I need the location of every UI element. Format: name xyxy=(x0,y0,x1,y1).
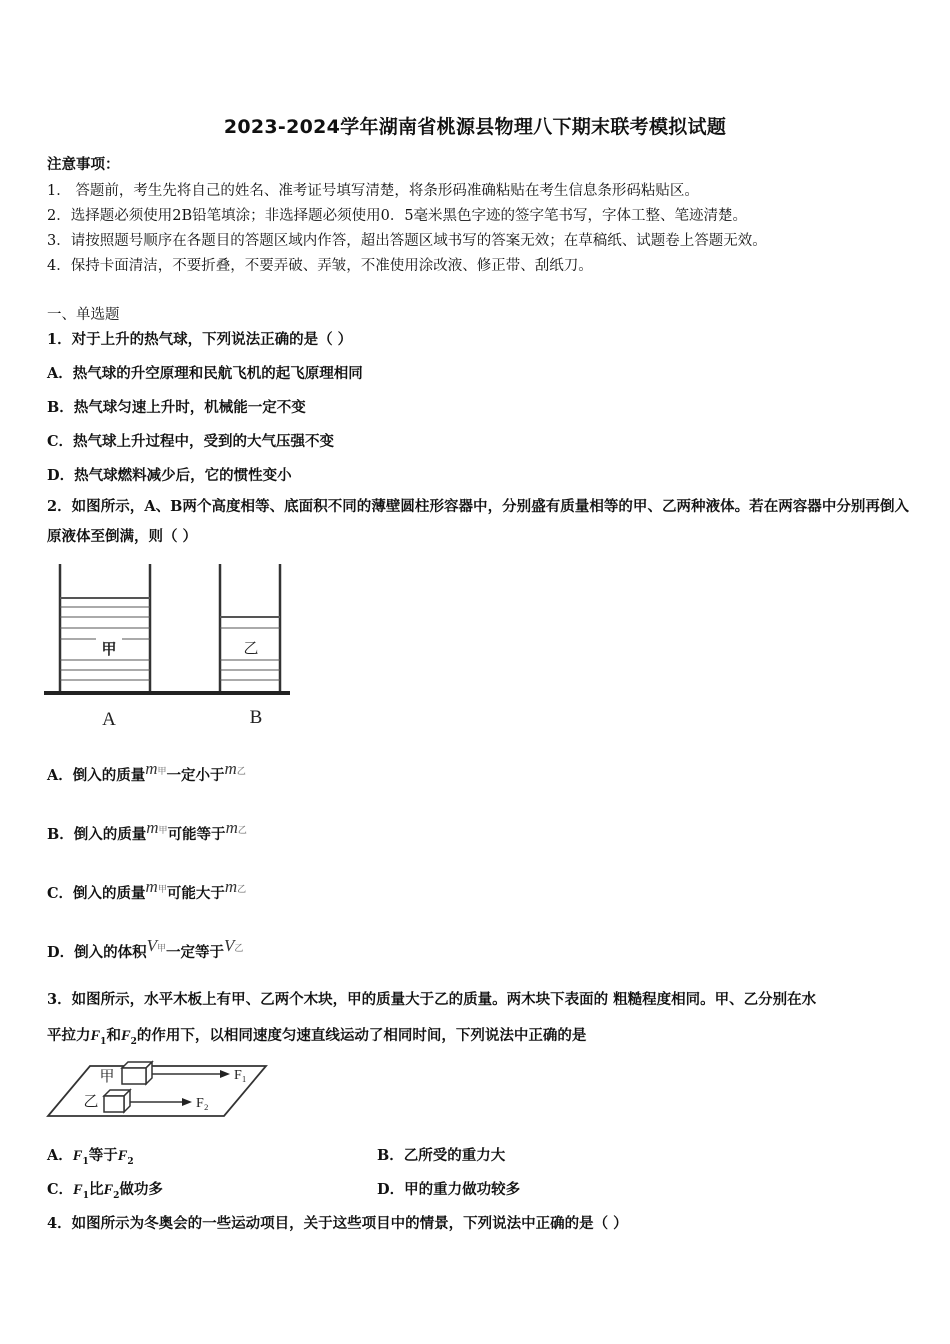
q3-option-b[interactable]: B．乙所受的重力大 xyxy=(377,1147,506,1164)
q2-option-d-prefix: D．倒入的体积 xyxy=(47,944,147,961)
notice-heading: 注意事项： xyxy=(47,156,120,173)
q2-option-b-prefix: B．倒入的质量 xyxy=(47,826,147,843)
container-b-label: B xyxy=(249,707,263,728)
q3-option-c[interactable]: C．$F_1$比$F_2$做功多 xyxy=(47,1181,163,1201)
q2-container-figure xyxy=(44,562,294,732)
q3-option-d[interactable]: D．甲的重力做功较多 xyxy=(377,1181,521,1198)
q2-option-a-var2: m乙 xyxy=(224,759,246,778)
notice-item-4: 4．保持卡面清洁，不要折叠，不要弄破、弄皱，不准使用涂改液、修正带、刮纸刀。 xyxy=(47,258,593,274)
q3-board-figure xyxy=(44,1060,274,1122)
q2-stem: 2．如图所示，A、B两个高度相等、底面积不同的薄壁圆柱形容器中，分别盛有质量相等的甲、乙两种液体。若在两容器中分别再倒入原液体至倒满，则（ ） xyxy=(47,498,909,545)
q2-option-d[interactable] xyxy=(47,936,244,962)
q2-option-d-var2: V乙 xyxy=(223,936,244,955)
q1-stem: 1．对于上升的热气球，下列说法正确的是（ ） xyxy=(47,331,353,348)
q2-option-c-prefix: C．倒入的质量 xyxy=(47,885,146,902)
block-yi-label: 乙 xyxy=(83,1094,99,1110)
liquid-b-label: 乙 xyxy=(243,641,259,657)
q1-option-b[interactable]: B．热气球匀速上升时，机械能一定不变 xyxy=(47,399,306,416)
block-jia-label: 甲 xyxy=(99,1069,115,1085)
notice-item-2: 2．选择题必须使用2B铅笔填涂；非选择题必须使用0．5毫米黑色字迹的签字笔书写，字体工整、笔迹清楚。 xyxy=(47,208,748,224)
q3-stem-line1: 3．如图所示，水平木板上有甲、乙两个木块，甲的质量大于乙的质量。两木块下表面的 粗糙程度相同。甲、乙分别在水 xyxy=(47,991,817,1008)
f2-label: F₂ xyxy=(196,1096,209,1111)
q2-option-b-middle: 可能等于 xyxy=(167,826,226,843)
q1-option-a[interactable]: A．热气球的升空原理和民航飞机的起飞原理相同 xyxy=(47,365,363,382)
notice-item-1: 1． 答题前，考生先将自己的姓名、准考证号填写清楚，将条形码准确粘贴在考生信息条形码粘贴区。 xyxy=(47,183,699,199)
container-a-label: A xyxy=(102,709,116,730)
section-heading: 一、单选题 xyxy=(47,307,120,323)
block-jia xyxy=(122,1062,152,1084)
q2-option-a-prefix: A．倒入的质量 xyxy=(47,767,146,784)
q2-option-a[interactable] xyxy=(47,759,246,785)
q2-option-b-var2: m乙 xyxy=(225,818,247,837)
q2-option-a-middle: 一定小于 xyxy=(166,767,225,784)
q2-option-d-middle: 一定等于 xyxy=(165,944,224,961)
q1-option-c[interactable]: C．热气球上升过程中，受到的大气压强不变 xyxy=(47,433,335,450)
f2-symbol: F xyxy=(120,1028,131,1044)
q3-option-a[interactable]: A．$F_1$等于$F_2$ xyxy=(47,1147,134,1167)
liquid-a-label: 甲 xyxy=(101,642,117,658)
q2-option-b[interactable] xyxy=(47,818,247,844)
q2-option-c-middle: 可能大于 xyxy=(166,885,225,902)
q2-option-c-var1: m甲 xyxy=(145,877,167,896)
q1-option-d[interactable]: D．热气球燃料减少后，它的惯性变小 xyxy=(47,467,292,484)
notice-item-3: 3．请按照题号顺序在各题目的答题区域内作答，超出答题区域书写的答案无效；在草稿纸、试题卷上答题无效。 xyxy=(47,233,767,249)
f1-symbol: F xyxy=(90,1028,101,1044)
q2-option-d-var1: V甲 xyxy=(146,936,166,955)
q2-option-c-var2: m乙 xyxy=(224,877,247,896)
page-title: 2023-2024学年湖南省桃源县物理八下期末联考模拟试题 xyxy=(223,116,727,138)
block-yi xyxy=(104,1090,130,1112)
q2-option-b-var1: m甲 xyxy=(146,818,168,837)
q2-option-a-var1: m甲 xyxy=(145,759,167,778)
q4-stem: 4．如图所示为冬奥会的一些运动项目，关于这些项目中的情景，下列说法中正确的是（ ） xyxy=(47,1215,628,1232)
q3-stem-line2: 平拉力$F_1$和$F_2$的作用下，以相同速度匀速直线运动了相同时间，下列说法中正确的是 xyxy=(47,1027,587,1047)
f1-label: F₁ xyxy=(234,1068,247,1083)
q2-option-c[interactable] xyxy=(47,877,247,903)
